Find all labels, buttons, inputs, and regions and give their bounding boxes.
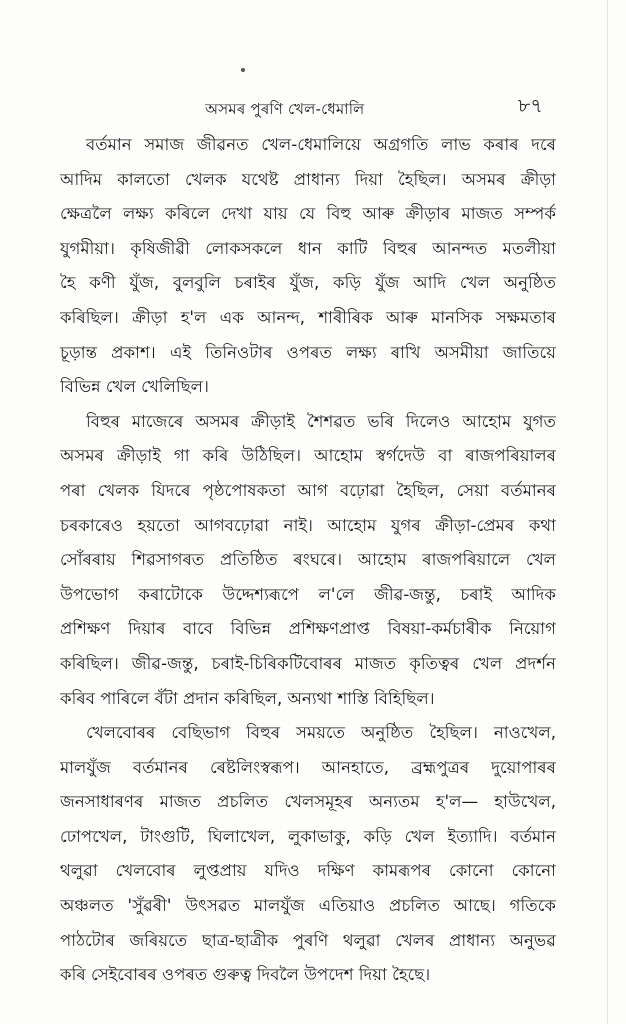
paragraph-2-line: চৰকাৰেও হয়তো আগবঢ়োৱা নাই। আহোম যুগৰ ক্ৰীড়া-প্ৰেমৰ কথা	[60, 515, 556, 535]
paragraph-2-line: পৰা খেলক যিদৰে পৃষ্ঠপোষকতা আগ বঢ়োৱা হৈছিল, সেয়া বৰ্তমানৰ	[60, 480, 556, 500]
body-text	[60, 128, 556, 993]
paragraph-1-line: হৈ কণী যুঁজ, বুলবুলি চৰাইৰ যুঁজ, কড়ি যুঁজ আদি খেল অনুষ্ঠিত	[60, 273, 556, 293]
paragraph-3-line: ঢোপখেল, টাংগুটি, ঘিলাখেল, লুকাভাকু, কড়ি খেল ইত্যাদি। বৰ্তমান	[60, 826, 556, 846]
paragraph-2-line: উপভোগ কৰাটোকে উদ্দেশ্যৰূপে ল'লে জীৱ-জন্তু, চৰাই আদিক	[60, 584, 556, 604]
paragraph-3-line: খেলবোৰৰ বেছিভাগ বিহুৰ সময়তে অনুষ্ঠিত হৈছিল। নাওখেল,	[86, 723, 556, 743]
paragraph-2-line: সোঁৰৰায় শিৱসাগৰত প্ৰতিষ্ঠিত ৰংঘৰে। আহোম ৰাজপৰিয়ালে খেল	[60, 550, 556, 570]
page-number: ৮৭	[518, 95, 543, 117]
paragraph-2-line: কৰিছিল। জীৱ-জন্তু, চৰাই-চিৰিকটিবোৰৰ মাজত কৃতিত্বৰ খেল প্ৰদৰ্শন	[60, 653, 556, 673]
paragraph-3-line: পাঠটোৰ জৰিয়তে ছাত্ৰ-ছাত্ৰীক পুৰণি থলুৱা খেলৰ প্ৰাধান্য অনুভৱ	[60, 930, 556, 950]
paragraph-2-line: বিহুৰ মাজেৰে অসমৰ ক্ৰীড়াই শৈশৱত ভৰি দিলেও আহোম যুগত	[86, 411, 556, 431]
paragraph-3-line: কৰি সেইবোৰৰ ওপৰত গুৰুত্ব দিবলৈ উপদেশ দিয়া হৈছে।	[60, 965, 431, 985]
page-edge-line	[607, 0, 608, 1024]
paragraph-1-line: ক্ষেত্ৰলৈ লক্ষ্য কৰিলে দেখা যায় যে বিহু আৰু ক্ৰীড়াৰ মাজত সম্পৰ্ক	[60, 204, 556, 224]
paragraph-3-line: মালযুঁজ বৰ্তমানৰ ৰেষ্টলিংস্বৰূপ। আনহাতে, ব্ৰহ্মপুত্ৰৰ দুয়োপাৰৰ	[60, 757, 556, 777]
paragraph-3-line: থলুৱা খেলবোৰ লুপ্তপ্ৰায় যদিও দক্ষিণ কামৰূপৰ কোনো কোনো	[60, 861, 556, 881]
paragraph-3-line: অঞ্চলত 'সুঁৱৰী' উৎসৱত মালযুঁজ এতিয়াও প্ৰচলিত আছে। গতিকে	[60, 896, 556, 916]
print-speck	[241, 68, 245, 72]
paragraph-3-line: জনসাধাৰণৰ মাজত প্ৰচলিত খেলসমূহৰ অন্যতম হ'ল— হাউখেল,	[60, 792, 556, 812]
paragraph-1-line: চূড়ান্ত প্ৰকাশ। এই তিনিওটাৰ ওপৰত লক্ষ্য ৰাখি অসমীয়া জাতিয়ে	[60, 342, 556, 362]
paragraph-1-line: বৰ্তমান সমাজ জীৱনত খেল-ধেমালিয়ে অগ্ৰগতি লাভ কৰাৰ দৰে	[86, 135, 556, 154]
paragraph-1-line: বিভিন্ন খেল খেলিছিল।	[60, 377, 209, 397]
paragraph-2-line: প্ৰশিক্ষণ দিয়াৰ বাবে বিভিন্ন প্ৰশিক্ষণপ্ৰাপ্ত বিষয়া-কৰ্মচাৰীক নিয়োগ	[60, 619, 556, 639]
paragraph-2-line: অসমৰ ক্ৰীড়াই গা কৰি উঠিছিল। আহোম স্বৰ্গদেউ বা ৰাজপৰিয়ালৰ	[60, 446, 556, 466]
paragraph-1-line: কৰিছিল। ক্ৰীড়া হ'ল এক আনন্দ, শাৰীৰিক আৰু মানসিক সক্ষমতাৰ	[60, 307, 556, 327]
paragraph-2-line: কৰিব পাৰিলে বঁটা প্ৰদান কৰিছিল, অন্যথা শাস্তি বিহিছিল।	[60, 688, 435, 708]
paragraph-1-line: আদিম কালতো খেলক যথেষ্ট প্ৰাধান্য দিয়া হৈছিল। অসমৰ ক্ৰীড়া	[60, 169, 556, 189]
running-title: অসমৰ পুৰণি খেল-ধেমালি	[205, 100, 365, 118]
paragraph-1-line: যুগমীয়া। কৃষিজীৱী লোকসকলে ধান কাটি বিহুৰ আনন্দত মতলীয়া	[60, 238, 556, 258]
